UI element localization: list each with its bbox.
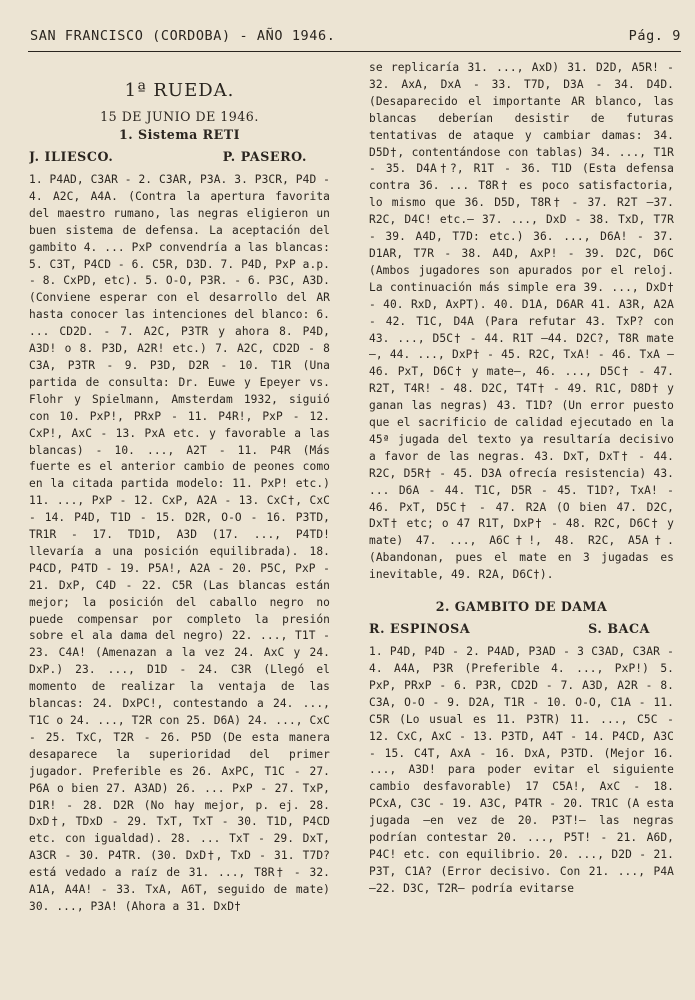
game1-moves-part1: 1. P4AD, C3AR - 2. C3AR, P3A. 3. P3CR, P4D - 4. A2C, A4A. (Contra la apertura favorita del maestro rumano, las negras eligieron un buen sistema de defensa. La aceptación del gambito 4. ... PxP convendría a las blancas: 5. C3T, P4CD - 6. C5R, D3D. 7. P4D, PxP a.p. - 8. CxPD, etc). 5. O-O, P3R. - 6. P3C, A3D. (Conviene esperar con el desarrollo del AR hasta conocer las intenciones del blanco: 6. ... CD2D. - 7. A2C, P3TR y ahora 8. P4D, A3D! o 8. P3D, A2R! etc.) 7. A2C, CD2D - 8 C3A, P3TR - 9. P3D, D2R - 10. T1R (Una partida de consulta: Dr. Euwe y Epeyer vs. Flohr y Spielmann, Amsterdam 1932, siguió con 10. PxP!, PRxP - 11. P4R!, PxP - 12. CxP!, AxC - 13. PxA etc. y favorable a las blancas) - 10. ..., A2T - 11. P4R (Más fuerte es el anterior cambio de peones como en la citada partida modelo: 11. PxP! etc.) 11. ..., PxP - 12. CxP, A2A - 13. CxC†, CxC - 14. P4D, T1D - 15. D2R, O-O - 16. P3TD, TR1R - 17. TD1D, A3D (17. ..., P4TD! llevaría a una posición equilibrada). 18. P4CD, P4TD - 19. P5A!, A2A - 20. P5C, PxP - 21. DxP, C4D - 22. C5R (Las blancas están mejor; la posición del caballo negro no puede compensar por completo la presión sobre el ala dama del negro) 22. ..., T1T - 23. C4A! (Amenazan a la vez 24. AxC y 24. DxP.) 23. ..., D1D - 24. C3R (Llegó el momento de realizar la ventaja de las blancas: 24. DxPC!, contestando a 24. ..., T1C o 24. ..., T2R con 25. D6A) 24. ..., CxC - 25. TxC, T2R - 26. P5D (De esta manera desaparece la superioridad del primer jugador. Preferible es 26. AxPC, T1C - 27. P6A o bien 27. A3AD) 26. ... PxP - 27. TxP, D1R! - 28. D2R (No hay mejor, p. ej. 28. DxD†, TDxD - 29. TxT, TxT - 30. T1D, P4CD etc. con igualdad). 28. ... TxT - 29. DxT, A3CR - 30. P4TR. (30. DxD†, TxD - 31. T7D? está vedado a raíz de 31. ..., T8R† - 32. A1A, A4A! - 33. TxA, A6T, seguido de mate) 30. ..., P3A! (Ahora a 31. DxD† <box>29 173 330 913</box>
publication-title: SAN FRANCISCO (CORDOBA) - AÑO 1946. <box>30 28 336 44</box>
round-title: 1ª RUEDA. <box>124 80 235 101</box>
column-left <box>29 60 330 996</box>
game1-moves-part2: se replicaría 31. ..., AxD) 31. D2D, A5R! - 32. AxA, DxA - 33. T7D, D3A - 34. D4D. (Desaparecido el importante AR blanco, las blancas deberían desistir de futuras tentativas de ataque y cambiar damas: 34. D5D†, contentándose con tablas) 34. ..., T1R - 35. D4A†?, R1T - 36. T1D (Esta defensa contra 36. ... T8R† es poco satisfactoria, lo mismo que 36. D5D, T8R† - 37. R2T —37. R2C, D4C! etc.— 37. ..., DxD - 38. TxD, T7R - 39. A4D, T7D: etc.) 36. ..., D6A! - 37. D1AR, T7R - 38. A4D, AxP! - 39. D2C, D6C (Ambos jugadores son apurados por el reloj. La continuación más simple era 39. ..., DxD† - 40. RxD, AxPT). 40. D1A, D6AR 41. A3R, A2A - 42. T1C, D4A (Para refutar 43. TxP? con 43. ..., D5C† - 44. R1T —44. D2C?, T8R mate—, 44. ..., DxP† - 45. R2C, TxA! - 46. TxA —46. PxT, D6C† y mate—, 46. ..., D5C† - 47. R2T, T4R! - 48. D2C, T4T† - 49. R1C, D8D† y ganan las negras) 43. T1D? (Un error puesto que el sacrificio de calidad ejecutado en la 45ª jugada del texto ya resultaría decisivo a favor de las negras. 43. DxT, DxT† - 44. R2C, D5R† - 45. D3A ofrecía resistencia) 43. ... D6A - 44. T1C, D5R - 45. T1D?, TxA! - 46. PxT, D5C† - 47. R2A (O bien 47. D2C, DxT† etc; o 47 R1T, DxP† - 48. R2C, D6C† y mate) 47. ..., A6C†!, 48. R2C, A5A†. (Abandonan, pues el mate en 3 jugadas es inevitable, 49. R2A, D6C†). <box>369 61 674 582</box>
game2-white-player: R. ESPINOSA <box>369 621 471 637</box>
game2-title: 2. GAMBITO DE DAMA <box>435 599 608 615</box>
game2-black-player: S. BACA <box>588 621 650 637</box>
game1-white-player: J. ILIESCO. <box>29 149 114 164</box>
game1-players <box>29 148 330 166</box>
game2-players <box>369 620 674 638</box>
round-date: 15 DE JUNIO DE 1946. <box>100 109 259 124</box>
page-header <box>30 28 681 50</box>
game1-title: 1. Sistema RETI <box>118 127 241 142</box>
column-right <box>369 60 674 996</box>
header-rule <box>28 51 681 52</box>
game1-black-player: P. PASERO. <box>222 149 307 164</box>
game2-moves: 1. P4D, P4D - 2. P4AD, P3AD - 3 C3AD, C3AR - 4. A4A, P3R (Preferible 4. ..., PxP!) 5. PxP, PRxP - 6. P3R, CD2D - 7. A3D, A2R - 8. C3A, O-O - 9. D2A, T1R - 10. O-O, C1A - 11. C5R (Lo usual es 11. P3TR) 11. ..., C5C - 12. CxC, AxC - 13. P3TD, A4T - 14. P4CD, A3C - 15. C4T, AxA - 16. DxA, P3TD. (Mejor 16. ..., A3D! para poder evitar el siguiente cambio desfavorable) 17 C5A!, AxC - 18. PCxA, C3C - 19. A3C, P4TR - 20. TR1C (A esta jugada —en vez de 20. P3T!— las negras podrían contestar 20. ..., P5T! - 21. A6D, P4C! etc. con equilibrio. 20. ..., D2D - 21. P3T, C1A? (Error decisivo. Con 21. ..., P4A —22. D3C, T2R— podría evitarse <box>369 645 674 895</box>
page-number: Pág. 9 <box>628 28 681 44</box>
